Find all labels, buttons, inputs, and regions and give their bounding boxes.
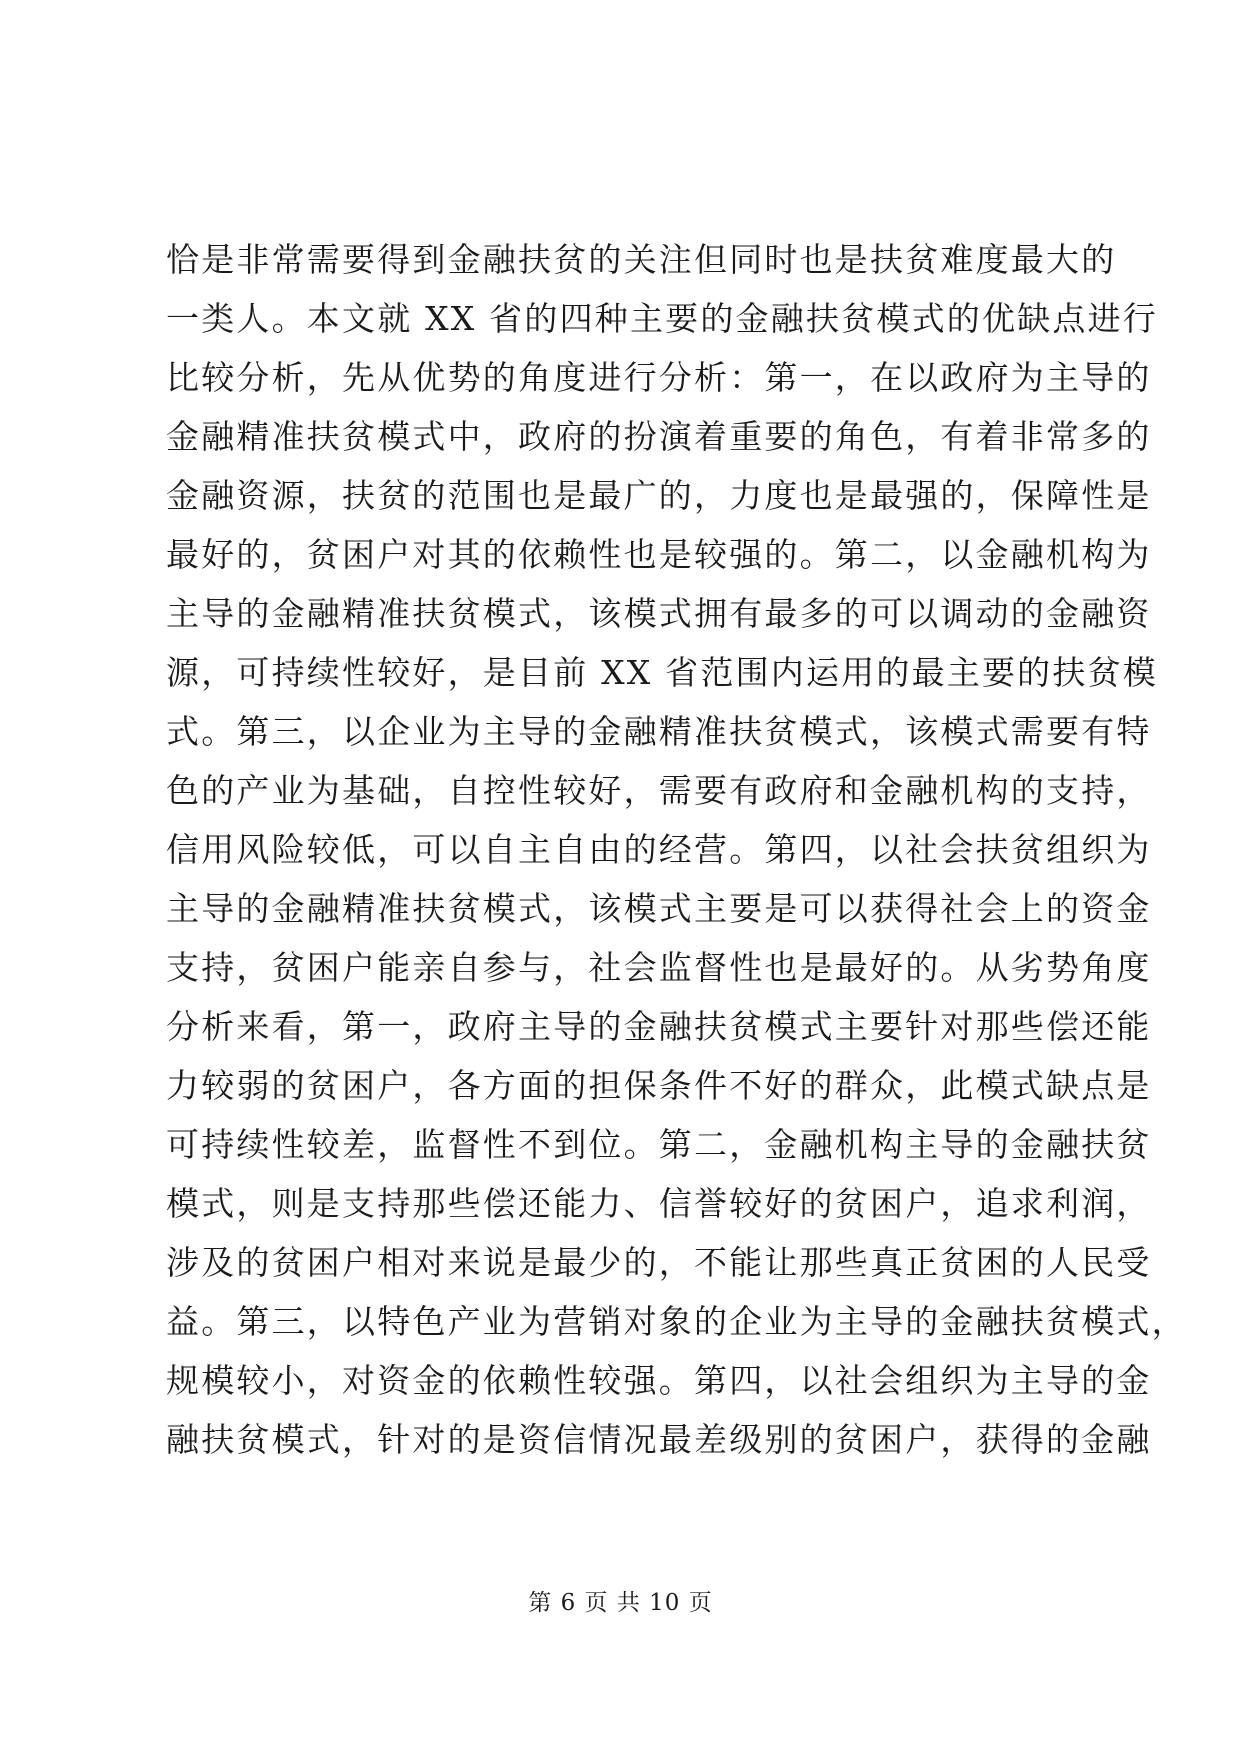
text-line: 支持，贫困户能亲自参与，社会监督性也是最好的。从劣势角度 [166, 948, 1152, 987]
text-line: 规模较小，对资金的依赖性较强。第四，以社会组织为主导的金 [166, 1361, 1152, 1400]
text-line: 一类人。本文就 XX 省的四种主要的金融扶贫模式的优缺点进行 [166, 299, 1158, 338]
text-line: 信用风险较低，可以自主自由的经营。第四，以社会扶贫组织为 [166, 830, 1152, 869]
page-number-footer: 第 6 页 共 10 页 [528, 1590, 713, 1616]
text-line: 益。第三，以特色产业为营销对象的企业为主导的金融扶贫模式， [166, 1302, 1187, 1341]
text-line: 恰是非常需要得到金融扶贫的关注但同时也是扶贫难度最大的 [166, 240, 1117, 279]
text-line: 金融资源，扶贫的范围也是最广的，力度也是最强的，保障性是 [166, 476, 1152, 515]
text-line: 融扶贫模式，针对的是资信情况最差级别的贫困户，获得的金融 [166, 1420, 1152, 1459]
text-line: 力较弱的贫困户，各方面的担保条件不好的群众，此模式缺点是 [166, 1066, 1152, 1105]
text-line: 源，可持续性较好，是目前 XX 省范围内运用的最主要的扶贫模 [166, 653, 1158, 692]
body-paragraph [166, 230, 1187, 1469]
text-line: 色的产业为基础，自控性较好，需要有政府和金融机构的支持， [166, 771, 1152, 810]
text-line: 最好的，贫困户对其的依赖性也是较强的。第二，以金融机构为 [166, 535, 1152, 574]
text-line: 分析来看，第一，政府主导的金融扶贫模式主要针对那些偿还能 [166, 1007, 1152, 1046]
text-line: 主导的金融精准扶贫模式，该模式拥有最多的可以调动的金融资 [166, 594, 1152, 633]
text-line: 主导的金融精准扶贫模式，该模式主要是可以获得社会上的资金 [166, 889, 1152, 928]
text-line: 涉及的贫困户相对来说是最少的，不能让那些真正贫困的人民受 [166, 1243, 1152, 1282]
text-line: 金融精准扶贫模式中，政府的扮演着重要的角色，有着非常多的 [166, 417, 1152, 456]
text-line: 比较分析，先从优势的角度进行分析：第一，在以政府为主导的 [166, 358, 1152, 397]
text-line: 可持续性较差，监督性不到位。第二，金融机构主导的金融扶贫 [166, 1125, 1152, 1164]
text-line: 式。第三，以企业为主导的金融精准扶贫模式，该模式需要有特 [166, 712, 1152, 751]
text-line: 模式，则是支持那些偿还能力、信誉较好的贫困户，追求利润， [166, 1184, 1152, 1223]
